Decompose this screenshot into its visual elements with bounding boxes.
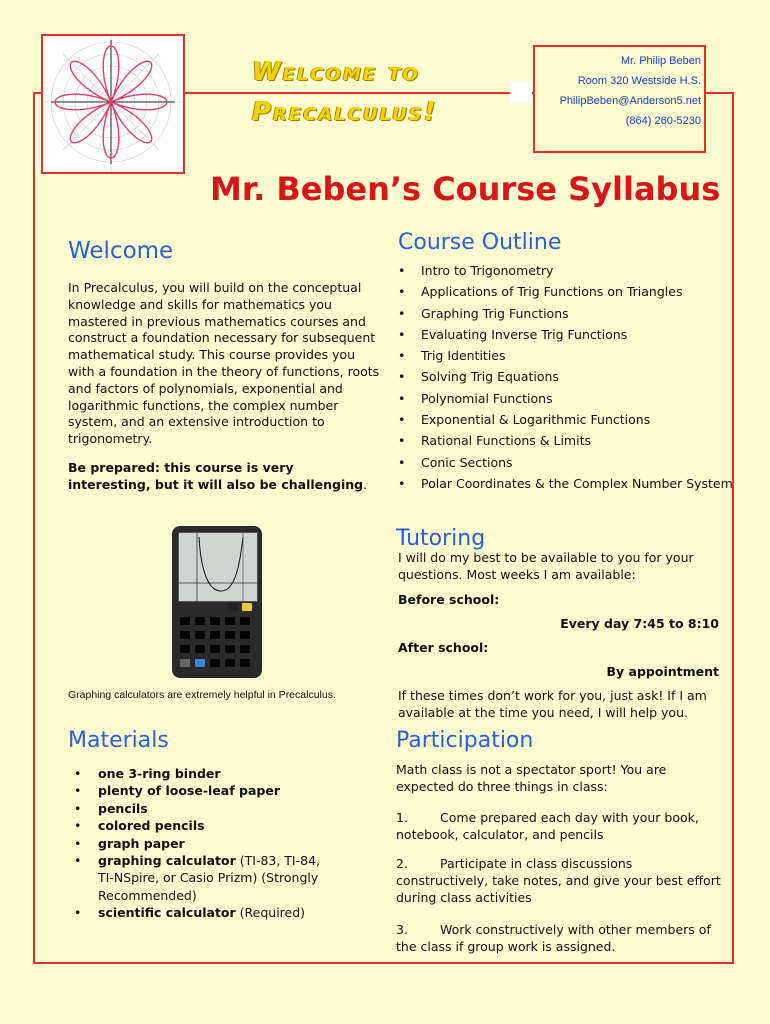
outline-item: • Polynomial Functions — [398, 390, 733, 411]
participation-text: Come prepared each day with your book, notebook, calculator, and pencils — [396, 810, 699, 842]
calculator-key — [210, 617, 220, 625]
outline-item: • Conic Sections — [398, 454, 733, 475]
material-name: plenty of loose-leaf paper — [98, 783, 280, 799]
outline-item: • Intro to Trigonometry — [398, 262, 733, 283]
welcome-line-2: Precalculus! — [252, 97, 438, 127]
calculator-blue-key — [195, 659, 205, 667]
calculator-2nd-key — [242, 603, 252, 611]
material-detail: (TI-83, TI-84, TI-NSpire, or Casio Prizm) (Strongly Recommended) — [98, 853, 321, 903]
prepared-note — [68, 460, 368, 494]
outline-item: • Applications of Trig Functions on Triangles — [398, 283, 733, 304]
outline-item: • Rational Functions & Limits — [398, 432, 733, 453]
materials-heading: Materials — [68, 728, 169, 753]
contact-connector — [510, 81, 532, 103]
calculator-key — [195, 617, 205, 625]
outline-item: • Graphing Trig Functions — [398, 305, 733, 326]
material-item — [74, 852, 334, 904]
outline-item: • Polar Coordinates & the Complex Number System — [398, 475, 733, 496]
participation-text: Work constructively with other members of the class if group work is assigned. — [396, 922, 711, 954]
participation-item — [396, 922, 728, 956]
calculator-key — [180, 617, 190, 625]
welcome-body: In Precalculus, you will build on the conceptual knowledge and skills for mathematics you mastered in previous mathematics courses and construct a foundation necessary for subsequent mathematical study. This course provides you with a foundation in the theory of functions, roots and factors of polynomials, exponential and logarithmic functions, the complex number system, and an extensive introduction to trigonometry. — [68, 280, 380, 447]
material-name: scientific calculator — [98, 905, 236, 921]
participation-intro: Math class is not a spectator sport! You are expected do three things in class: — [396, 762, 667, 794]
material-item — [74, 782, 334, 799]
participation-item — [396, 810, 728, 844]
course-outline-list — [398, 262, 733, 496]
course-outline-heading: Course Outline — [398, 230, 562, 255]
outline-item: • Evaluating Inverse Trig Functions — [398, 326, 733, 347]
material-name: graph paper — [98, 835, 185, 851]
material-name: colored pencils — [98, 818, 205, 834]
participation-heading: Participation — [396, 728, 534, 753]
teacher-name: Mr. Philip Beben — [620, 55, 701, 67]
material-item — [74, 835, 334, 852]
calculator-caption: Graphing calculators are extremely helpful in Precalculus. — [68, 689, 336, 701]
prepared-text: Be prepared: this course is very interesting, but it will also be challenging — [68, 460, 364, 492]
calculator-key — [180, 659, 190, 667]
material-item — [74, 904, 334, 921]
participation-item — [396, 856, 728, 906]
calculator-key — [210, 659, 220, 667]
participation-number: 3. — [396, 922, 408, 937]
page-title: Mr. Beben’s Course Syllabus — [210, 170, 721, 208]
material-detail: (Required) — [235, 905, 306, 921]
calculator-key — [225, 659, 235, 667]
welcome-line-1: Welcome to — [252, 57, 420, 87]
contact-box — [533, 45, 706, 153]
tutoring-closing: If these times don’t work for you, just ask! If I am available at the time you need, I will help you. — [398, 688, 707, 720]
material-name: pencils — [98, 800, 148, 816]
room-info: Room 320 Westside H.S. — [577, 75, 701, 87]
material-item — [74, 817, 334, 834]
calculator-key — [210, 645, 220, 653]
material-item — [74, 800, 334, 817]
outline-item: • Trig Identities — [398, 347, 733, 368]
phone-number: (864) 260-5230 — [625, 115, 701, 127]
calculator-key — [195, 631, 205, 639]
calculator-key — [180, 645, 190, 653]
calculator-key — [240, 631, 250, 639]
calculator-key — [240, 617, 250, 625]
calculator-key — [225, 631, 235, 639]
polar-rose-logo — [41, 34, 185, 174]
after-school-time: By appointment — [606, 664, 719, 679]
material-name: graphing calculator — [98, 853, 236, 869]
outline-item: • Solving Trig Equations — [398, 368, 733, 389]
calculator-key — [195, 645, 205, 653]
participation-number: 1. — [396, 810, 408, 825]
before-school-time: Every day 7:45 to 8:10 — [560, 616, 719, 631]
polar-rose-graph — [43, 36, 183, 172]
material-name: one 3-ring binder — [98, 766, 221, 781]
calculator-key — [210, 631, 220, 639]
graphing-calculator-image — [172, 526, 262, 678]
calculator-screen — [178, 532, 258, 602]
calculator-key — [225, 645, 235, 653]
prepared-end: . — [363, 476, 368, 492]
before-school-label: Before school: — [398, 592, 500, 607]
materials-list — [74, 765, 334, 922]
calculator-key — [228, 603, 238, 611]
email-address: PhilipBeben@Anderson5.net — [559, 95, 701, 107]
calculator-key — [240, 645, 250, 653]
calculator-key — [180, 631, 190, 639]
after-school-label: After school: — [398, 640, 489, 655]
tutoring-heading: Tutoring — [396, 526, 486, 551]
participation-number: 2. — [396, 856, 408, 871]
welcome-banner — [252, 52, 438, 132]
participation-text: Participate in class discussions constructively, take notes, and give your best effort during class activities — [396, 856, 721, 905]
calculator-key — [240, 659, 250, 667]
welcome-heading: Welcome — [68, 238, 174, 264]
material-item — [74, 765, 334, 782]
outline-item: • Exponential & Logarithmic Functions — [398, 411, 733, 432]
calculator-key — [225, 617, 235, 625]
tutoring-intro: I will do my best to be available to you for your questions. Most weeks I am available: — [398, 550, 694, 582]
